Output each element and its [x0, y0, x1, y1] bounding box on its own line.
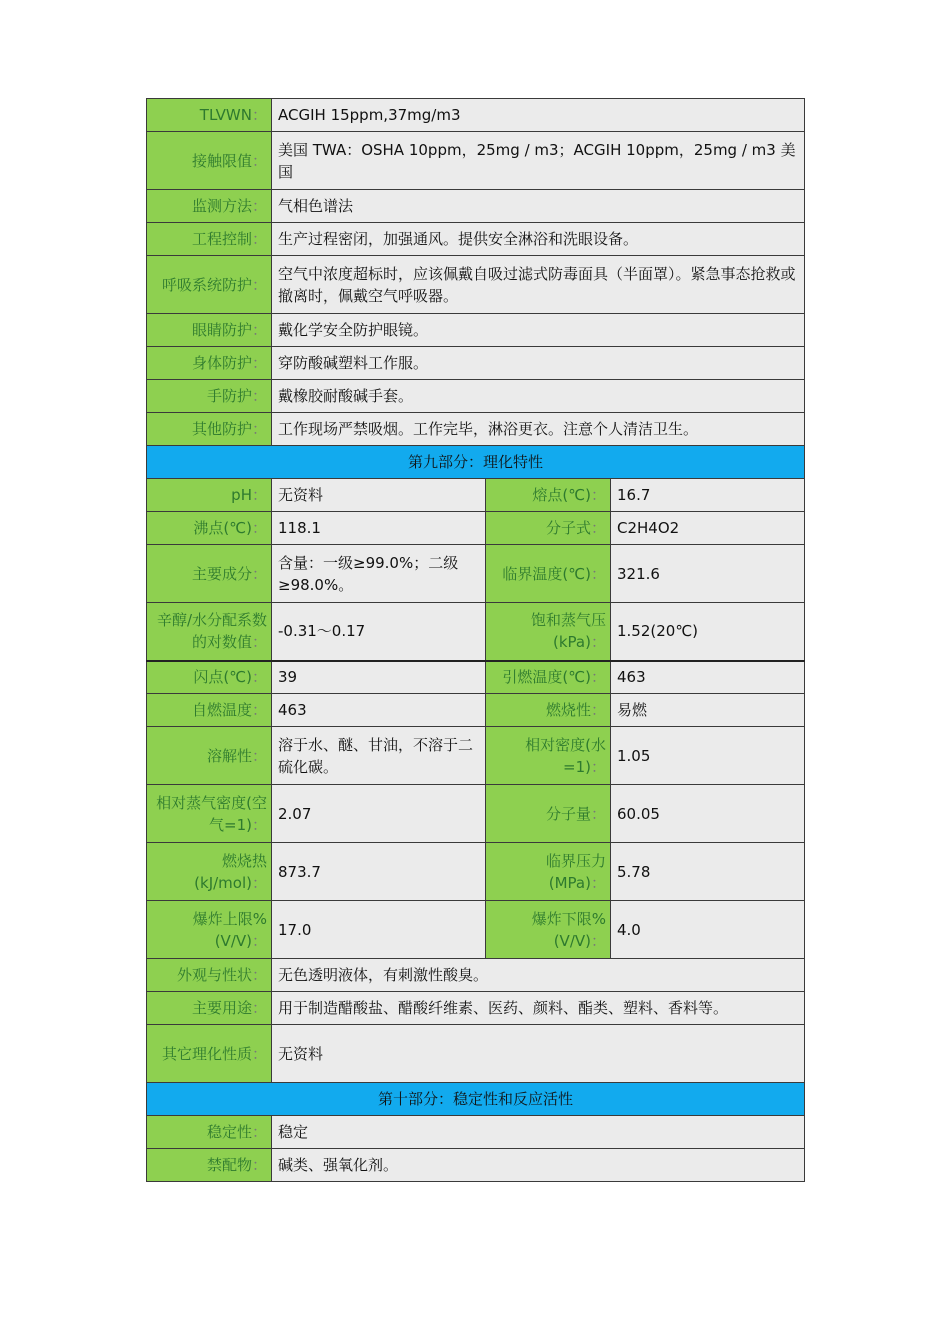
label-composition: 主要成分： [147, 545, 272, 603]
value-monitoring: 气相色谱法 [272, 190, 805, 223]
value-exposure-limit: 美国 TWA：OSHA 10ppm，25mg / m3；ACGIH 10ppm，25mg / m3 美国 [272, 132, 805, 190]
value-appearance: 无色透明液体，有刺激性酸臭。 [272, 959, 805, 992]
label-autoignition: 自燃温度： [147, 694, 272, 727]
row-monitoring [147, 190, 805, 223]
label-critical-temp: 临界温度(℃)： [486, 545, 611, 603]
section10-header-row [147, 1083, 805, 1116]
value-ph: 无资料 [272, 479, 486, 512]
value-vapor-pressure: 1.52(20℃) [611, 603, 805, 661]
row-ph-meltpoint [147, 479, 805, 512]
row-tlvwn [147, 99, 805, 132]
value-logkow: -0.31～0.17 [272, 603, 486, 661]
value-molecular-formula: C2H4O2 [611, 512, 805, 545]
label-solubility: 溶解性： [147, 727, 272, 785]
label-molecular-weight: 分子量： [486, 785, 611, 843]
value-lower-explosion-limit: 4.0 [611, 901, 805, 959]
row-boiling-formula [147, 512, 805, 545]
row-hand [147, 380, 805, 413]
row-vapor-density-molweight [147, 785, 805, 843]
label-eye: 眼睛防护： [147, 314, 272, 347]
value-vapor-density: 2.07 [272, 785, 486, 843]
value-critical-pressure: 5.78 [611, 843, 805, 901]
label-hand: 手防护： [147, 380, 272, 413]
msds-table [146, 98, 805, 1182]
value-engineering-control: 生产过程密闭，加强通风。提供安全淋浴和洗眼设备。 [272, 223, 805, 256]
row-other-protection [147, 413, 805, 446]
section10-title: 第十部分：稳定性和反应活性 [147, 1083, 805, 1116]
label-combustion-heat: 燃烧热(kJ/mol)： [147, 843, 272, 901]
label-other-properties: 其它理化性质： [147, 1025, 272, 1083]
value-composition: 含量：一级≥99.0%；二级≥98.0%。 [272, 545, 486, 603]
value-molecular-weight: 60.05 [611, 785, 805, 843]
value-respiratory: 空气中浓度超标时，应该佩戴自吸过滤式防毒面具（半面罩）。紧急事态抢救或撤离时，佩戴空气呼吸器。 [272, 256, 805, 314]
label-tlvwn: TLVWN： [147, 99, 272, 132]
value-incompatible: 碱类、强氧化剂。 [272, 1149, 805, 1182]
label-respiratory: 呼吸系统防护： [147, 256, 272, 314]
row-autoignition-flammability [147, 694, 805, 727]
value-stability: 稳定 [272, 1116, 805, 1149]
row-eye [147, 314, 805, 347]
label-other-protection: 其他防护： [147, 413, 272, 446]
label-critical-pressure: 临界压力(MPa)： [486, 843, 611, 901]
value-flash-point: 39 [272, 661, 486, 694]
row-appearance [147, 959, 805, 992]
label-body: 身体防护： [147, 347, 272, 380]
label-relative-density: 相对密度(水=1)： [486, 727, 611, 785]
row-composition-critical-temp [147, 545, 805, 603]
row-incompatible [147, 1149, 805, 1182]
label-ignition-temp: 引燃温度(℃)： [486, 661, 611, 694]
value-combustion-heat: 873.7 [272, 843, 486, 901]
row-exposure-limit [147, 132, 805, 190]
value-flammability: 易燃 [611, 694, 805, 727]
label-upper-explosion-limit: 爆炸上限%(V/V)： [147, 901, 272, 959]
row-flash-ignition [147, 661, 805, 694]
label-flammability: 燃烧性： [486, 694, 611, 727]
label-appearance: 外观与性状： [147, 959, 272, 992]
label-main-uses: 主要用途： [147, 992, 272, 1025]
value-hand: 戴橡胶耐酸碱手套。 [272, 380, 805, 413]
label-ph: pH： [147, 479, 272, 512]
label-monitoring: 监测方法： [147, 190, 272, 223]
value-upper-explosion-limit: 17.0 [272, 901, 486, 959]
label-melting-point: 熔点(℃)： [486, 479, 611, 512]
value-other-properties: 无资料 [272, 1025, 805, 1083]
label-lower-explosion-limit: 爆炸下限%(V/V)： [486, 901, 611, 959]
value-other-protection: 工作现场严禁吸烟。工作完毕，淋浴更衣。注意个人清洁卫生。 [272, 413, 805, 446]
label-stability: 稳定性： [147, 1116, 272, 1149]
label-flash-point: 闪点(℃)： [147, 661, 272, 694]
value-ignition-temp: 463 [611, 661, 805, 694]
value-main-uses: 用于制造醋酸盐、醋酸纤维素、医药、颜料、酯类、塑料、香料等。 [272, 992, 805, 1025]
label-logkow: 辛醇/水分配系数的对数值： [147, 603, 272, 661]
row-respiratory [147, 256, 805, 314]
row-solubility-density [147, 727, 805, 785]
value-body: 穿防酸碱塑料工作服。 [272, 347, 805, 380]
section9-header-row [147, 446, 805, 479]
value-critical-temp: 321.6 [611, 545, 805, 603]
row-logkow-vapor-pressure [147, 603, 805, 661]
label-engineering-control: 工程控制： [147, 223, 272, 256]
value-boiling-point: 118.1 [272, 512, 486, 545]
value-autoignition: 463 [272, 694, 486, 727]
row-combustion-heat-critical-pressure [147, 843, 805, 901]
value-eye: 戴化学安全防护眼镜。 [272, 314, 805, 347]
row-main-uses [147, 992, 805, 1025]
msds-sheet [146, 98, 804, 1182]
row-other-properties [147, 1025, 805, 1083]
row-stability [147, 1116, 805, 1149]
row-body [147, 347, 805, 380]
label-vapor-density: 相对蒸气密度(空气=1)： [147, 785, 272, 843]
label-incompatible: 禁配物： [147, 1149, 272, 1182]
row-explosion-limits [147, 901, 805, 959]
label-vapor-pressure: 饱和蒸气压(kPa)： [486, 603, 611, 661]
label-exposure-limit: 接触限值： [147, 132, 272, 190]
value-solubility: 溶于水、醚、甘油，不溶于二硫化碳。 [272, 727, 486, 785]
row-engineering-control [147, 223, 805, 256]
label-boiling-point: 沸点(℃)： [147, 512, 272, 545]
value-melting-point: 16.7 [611, 479, 805, 512]
label-molecular-formula: 分子式： [486, 512, 611, 545]
section9-title: 第九部分：理化特性 [147, 446, 805, 479]
value-relative-density: 1.05 [611, 727, 805, 785]
value-tlvwn: ACGIH 15ppm,37mg/m3 [272, 99, 805, 132]
